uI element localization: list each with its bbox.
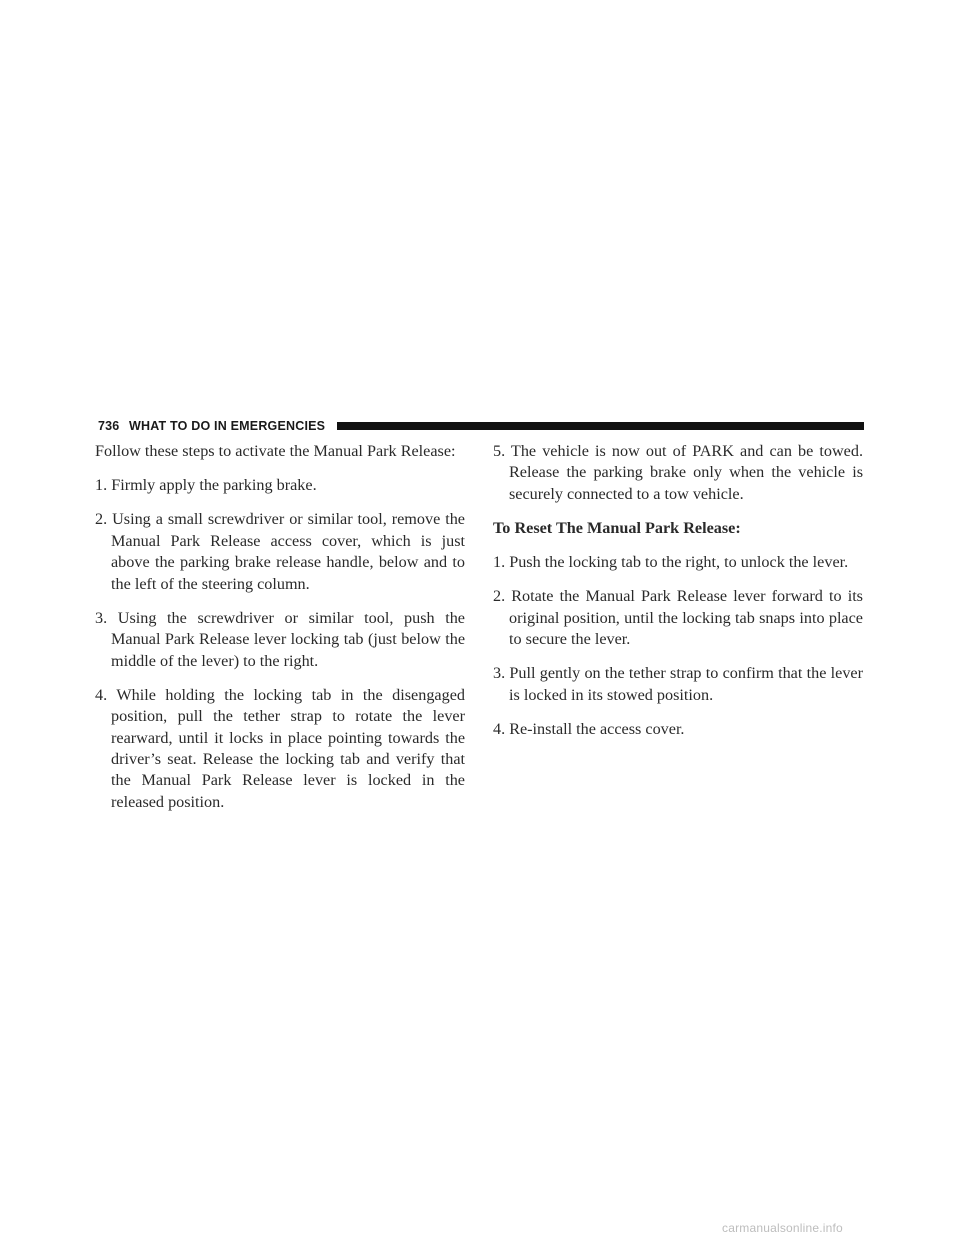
page-header <box>98 419 864 433</box>
activate-step-5: 5. The vehicle is now out of PARK and can be towed. Release the parking brake only when the vehicle is securely connected to a tow vehicle. <box>493 442 863 503</box>
header-rule <box>337 422 864 430</box>
page-number: 736 <box>98 419 120 433</box>
reset-step-2: 2. Rotate the Manual Park Release lever forward to its original position, until the locking tab snaps into place to secure the lever. <box>493 587 863 649</box>
reset-step-4: 4. Re-install the access cover. <box>493 720 685 739</box>
left-column <box>95 441 465 826</box>
reset-heading: To Reset The Manual Park Release: <box>493 519 741 538</box>
activate-step-4: 4. While holding the locking tab in the disengaged position, pull the tether strap to rotate the lever rearward, until it locks in place pointing towards the driver’s seat. Release the locking tab and verify that the Manual Park Release lever is locked in the released position. <box>95 685 465 811</box>
reset-step-1: 1. Push the locking tab to the right, to unlock the lever. <box>493 553 849 572</box>
reset-step-3: 3. Pull gently on the tether strap to confirm that the lever is locked in its stowed position. <box>493 664 863 704</box>
activate-step-3: 3. Using the screwdriver or similar tool, push the Manual Park Release lever locking tab (just below the middle of the lever) to the right. <box>95 608 465 670</box>
intro-paragraph: Follow these steps to activate the Manual Park Release: <box>95 442 456 460</box>
watermark-text: carmanualsonline.info <box>722 1221 843 1235</box>
right-column <box>493 441 863 753</box>
section-title: WHAT TO DO IN EMERGENCIES <box>129 419 326 433</box>
activate-step-2: 2. Using a small screwdriver or similar tool, remove the Manual Park Release access cover, which is just above the parking brake release handle, below and to the left of the steering column. <box>95 510 465 593</box>
activate-step-1: 1. Firmly apply the parking brake. <box>95 476 317 495</box>
